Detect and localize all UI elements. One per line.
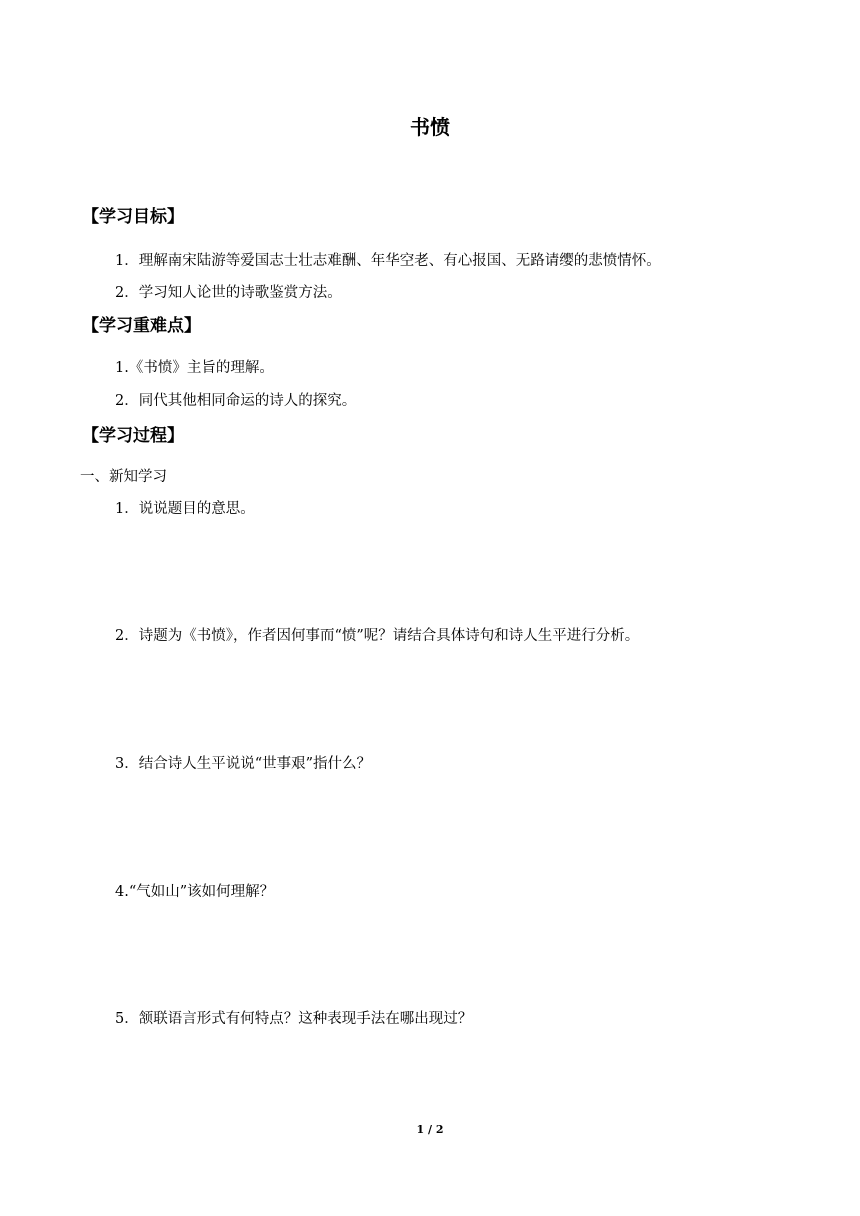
section-title: 一、新知学习 — [80, 469, 167, 485]
goals-heading: 【学习目标】 — [82, 207, 184, 227]
key-point-item-2: 2．同代其他相同命运的诗人的探究。 — [115, 393, 357, 409]
question-2: 2．诗题为《书愤》，作者因何事而“愤”呢？请结合具体诗句和诗人生平进行分析。 — [115, 628, 640, 644]
page-number: 1 / 2 — [416, 1123, 444, 1136]
document-title: 书愤 — [410, 115, 450, 139]
process-heading: 【学习过程】 — [82, 426, 184, 446]
key-point-item-1: 1.《书愤》主旨的理解。 — [115, 360, 274, 376]
question-4: 4.“气如山”该如何理解？ — [115, 884, 275, 900]
goal-item-2: 2．学习知人论世的诗歌鉴赏方法。 — [115, 285, 342, 301]
question-1: 1．说说题目的意思。 — [115, 501, 255, 517]
goal-item-1: 1．理解南宋陆游等爱国志士壮志难酬、年华空老、有心报国、无路请缨的悲愤情怀。 — [115, 253, 661, 269]
question-5: 5．颔联语言形式有何特点？这种表现手法在哪出现过？ — [115, 1011, 473, 1027]
key-points-heading: 【学习重难点】 — [82, 316, 201, 336]
question-3: 3．结合诗人生平说说“世事艰”指什么？ — [115, 756, 372, 772]
